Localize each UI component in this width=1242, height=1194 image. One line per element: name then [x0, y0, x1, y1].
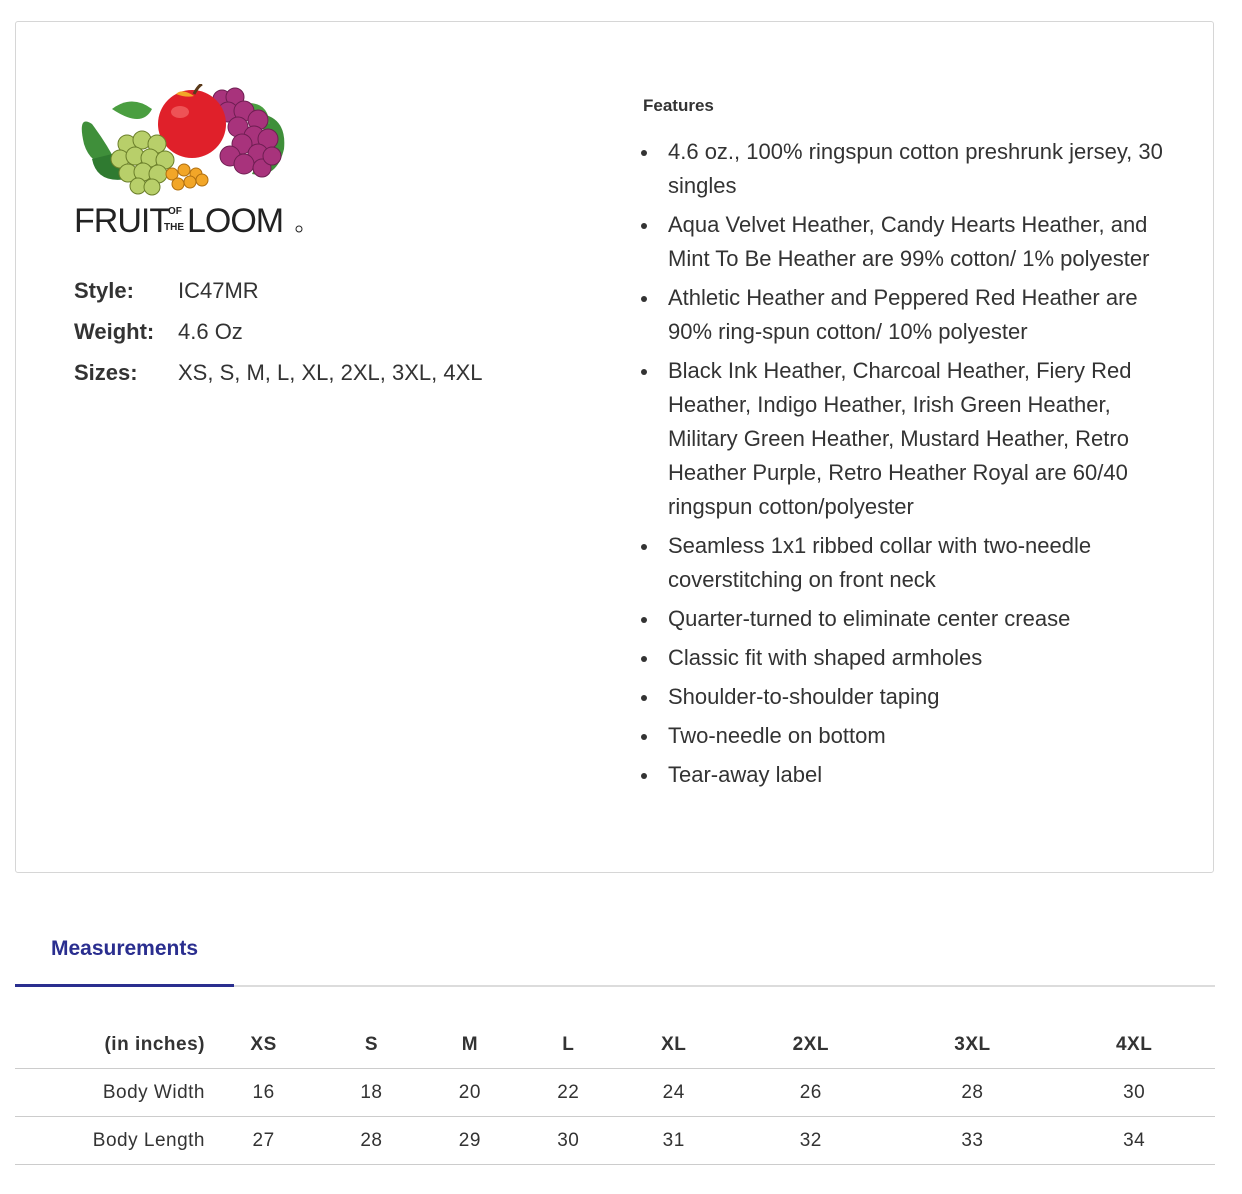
- column-header: M: [421, 1021, 519, 1069]
- spec-label: Weight:: [74, 318, 155, 344]
- column-header: XL: [618, 1021, 730, 1069]
- spec-sizes: [74, 352, 483, 393]
- table-cell: 33: [892, 1117, 1054, 1165]
- features-title: Features: [643, 96, 714, 115]
- table-cell: 29: [421, 1117, 519, 1165]
- column-header: XS: [205, 1021, 322, 1069]
- spec-style: [74, 270, 483, 311]
- table-cell: 18: [322, 1069, 420, 1117]
- table-cell: 22: [519, 1069, 617, 1117]
- measurements-table: [15, 1021, 1215, 1165]
- column-header: 4XL: [1053, 1021, 1215, 1069]
- table-cell: 24: [618, 1069, 730, 1117]
- column-header: L: [519, 1021, 617, 1069]
- feature-item: Aqua Velvet Heather, Candy Hearts Heather, and Mint To Be Heather are 99% cotton/ 1% polyester: [632, 208, 1172, 276]
- row-label: Body Length: [15, 1117, 205, 1165]
- table-row: [15, 1117, 1215, 1165]
- table-header-row: [15, 1021, 1215, 1069]
- column-header: (in inches): [15, 1021, 205, 1069]
- column-header: 2XL: [730, 1021, 892, 1069]
- feature-item: Shoulder-to-shoulder taping: [632, 680, 1172, 714]
- feature-item: 4.6 oz., 100% ringspun cotton preshrunk jersey, 30 singles: [632, 135, 1172, 203]
- table-cell: 27: [205, 1117, 322, 1165]
- feature-item: Classic fit with shaped armholes: [632, 641, 1172, 675]
- spec-weight: [74, 311, 483, 352]
- feature-item: Two-needle on bottom: [632, 719, 1172, 753]
- table-cell: 20: [421, 1069, 519, 1117]
- spec-value: IC47MR: [178, 277, 259, 303]
- feature-item: Tear-away label: [632, 758, 1172, 792]
- svg-text:LOOM: LOOM: [187, 202, 284, 240]
- table-cell: 28: [322, 1117, 420, 1165]
- spec-value: XS, S, M, L, XL, 2XL, 3XL, 4XL: [178, 359, 483, 385]
- feature-item: Quarter-turned to eliminate center crease: [632, 602, 1172, 636]
- svg-text:THE: THE: [164, 222, 184, 233]
- tab-measurements[interactable]: Measurements: [15, 917, 234, 987]
- feature-item: Black Ink Heather, Charcoal Heather, Fiery Red Heather, Indigo Heather, Irish Green Heather, Military Green Heather, Mustard Heather, Retro Heather Purple, Retro Heather Royal are 60/40 ringspun cotton/polyester: [632, 354, 1172, 524]
- product-specs: [74, 270, 483, 393]
- table-cell: 31: [618, 1117, 730, 1165]
- row-label: Body Width: [15, 1069, 205, 1117]
- features-list: [632, 135, 1172, 797]
- svg-text:OF: OF: [168, 206, 182, 217]
- table-cell: 30: [1053, 1069, 1215, 1117]
- column-header: S: [322, 1021, 420, 1069]
- spec-label: Sizes:: [74, 359, 138, 385]
- feature-item: Athletic Heather and Peppered Red Heather are 90% ring-spun cotton/ 10% polyester: [632, 281, 1172, 349]
- spec-value: 4.6 Oz: [178, 318, 243, 344]
- feature-item: Seamless 1x1 ribbed collar with two-needle coverstitching on front neck: [632, 529, 1172, 597]
- spec-label: Style:: [74, 277, 134, 303]
- table-cell: 28: [892, 1069, 1054, 1117]
- table-row: [15, 1069, 1215, 1117]
- fruit-of-the-loom-logo: [72, 84, 304, 240]
- table-cell: 32: [730, 1117, 892, 1165]
- tab-bar: [15, 917, 1215, 989]
- table-cell: 26: [730, 1069, 892, 1117]
- fruit-cluster-icon: [72, 84, 304, 240]
- column-header: 3XL: [892, 1021, 1054, 1069]
- svg-text:FRUIT: FRUIT: [74, 202, 170, 240]
- table-cell: 30: [519, 1117, 617, 1165]
- table-cell: 34: [1053, 1117, 1215, 1165]
- table-cell: 16: [205, 1069, 322, 1117]
